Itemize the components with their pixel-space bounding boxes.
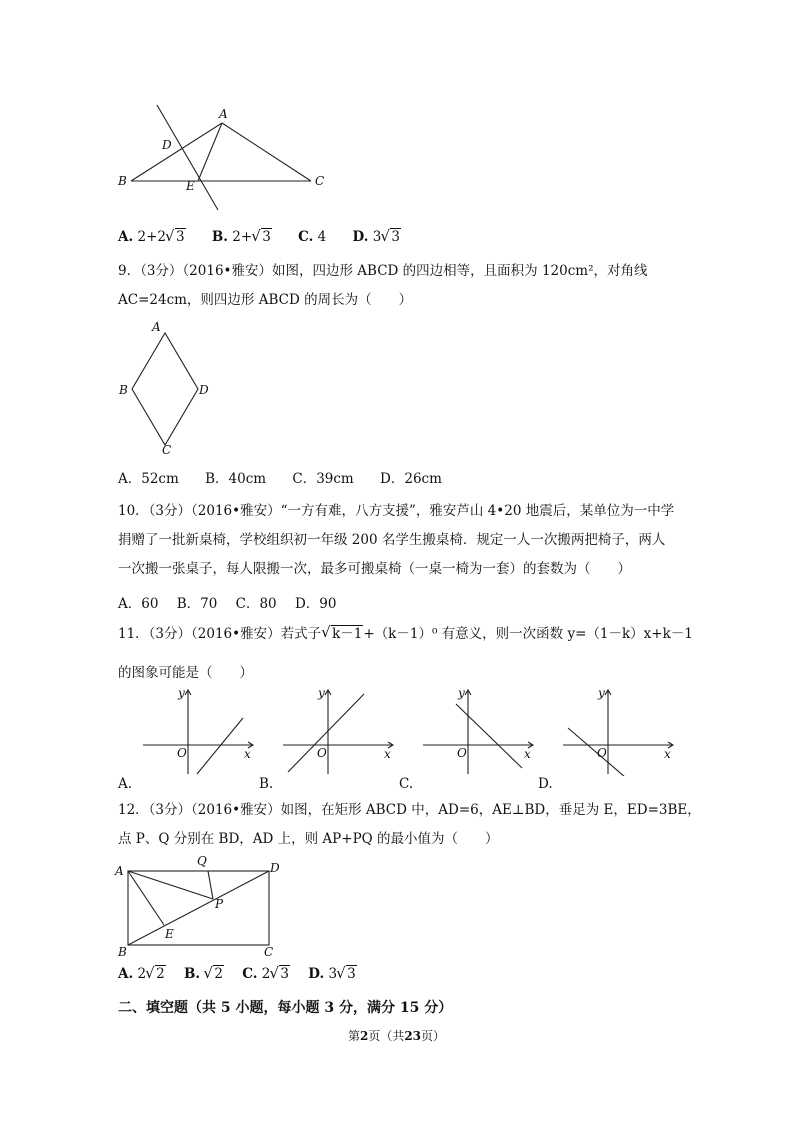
footer-page-number: 2 [359,1029,369,1043]
q8-option-c-letter: C. [298,229,314,245]
footer-pre: 第 [347,1029,360,1043]
q8-side-ac [222,123,311,181]
q12-option-d-value: 3 [328,966,338,982]
q11-graph-c-x-label: x [524,747,531,761]
q11-option-c[interactable]: C. [399,776,414,792]
q11-graph-a [140,684,260,776]
q8-option-a-radical: √ 3 [166,229,186,245]
q11-graph-d-origin: O [597,746,607,760]
q12-option-d[interactable] [308,966,356,982]
q9-text-line2: AC=24cm，则四边形 ABCD 的周长为（ ） [118,292,413,308]
q12-text-line1: 12．（3分）（2016•雅安）如图，在矩形 ABCD 中，AD=6，AE⊥BD，垂足为 E，ED=3BE， [118,802,701,818]
q9-option-a[interactable]: A．52cm [118,471,179,487]
q11-graph-a-x-label: x [244,747,251,761]
q8-option-b-value: 2+ [232,229,253,245]
q12-option-d-radical: √ 3 [337,966,357,982]
q9-option-d[interactable]: D．26cm [380,471,442,487]
q10-option-c[interactable]: C．80 [235,596,277,612]
q12-options [118,966,371,982]
q11-graph-b-x-label: x [384,747,391,761]
q11-graph-d [560,684,680,776]
q12-rectangle-figure [110,850,290,962]
q8-option-a-letter: A. [118,229,134,245]
q8-option-c[interactable] [298,229,326,245]
q12-segment-ae [128,871,164,925]
q10-text-line1: 10．（3分）（2016•雅安）“一方有难，八方支援”，雅安芦山 4•20 地震后，某单位为一中学 [118,503,675,519]
q12-label-a: A [115,864,124,878]
q11-graph-b [280,684,400,776]
q12-option-c-letter: C. [242,966,258,982]
q11-graph-d-y-label: y [598,686,605,700]
q9-text-line1: 9．（3分）（2016•雅安）如图，四边形 ABCD 的四边相等，且面积为 120cm²，对角线 [118,263,648,279]
q8-option-c-value: 4 [317,229,327,245]
q9-label-b: B [119,383,128,397]
q11-graph-d-x-label: x [664,747,671,761]
q12-option-a-radical: √ 2 [146,966,166,982]
q12-label-p: P [215,897,224,911]
q8-segment-ae [198,123,222,181]
footer-total-pages: 23 [404,1029,422,1043]
page-footer [0,1027,793,1044]
q12-label-d: D [270,861,280,875]
q11-graph-b-origin: O [317,746,327,760]
q12-label-b: B [118,945,127,959]
q8-perpendicular-bisector [157,105,218,210]
q8-option-d-value: 3 [372,229,382,245]
q8-option-d-letter: D. [352,229,369,245]
q9-option-c[interactable]: C．39cm [292,471,354,487]
q8-label-e: E [186,179,195,193]
q12-diagonal-bd [128,871,269,945]
q11-graph-b-line [288,694,364,772]
q8-option-b-radical: √ 3 [252,229,272,245]
q11-option-a[interactable]: A. [118,776,133,792]
q11-graph-b-y-label: y [318,686,325,700]
q12-text-line2: 点 P、Q 分别在 BD，AD 上，则 AP+PQ 的最小值为（ ） [118,831,499,847]
q12-option-c[interactable] [242,966,290,982]
q12-option-c-radical: √ 3 [270,966,290,982]
q12-segment-ap [128,871,213,899]
q11-option-b[interactable]: B. [259,776,274,792]
q10-option-a[interactable]: A．60 [118,596,159,612]
q8-option-d-radical: √ 3 [381,229,401,245]
q10-text-line3: 一次搬一张桌子，每人限搬一次，最多可搬桌椅（一桌一椅为一套）的套数为（ ） [118,561,631,577]
q12-option-b[interactable] [184,966,224,982]
q11-graph-c-y-label: y [458,686,465,700]
footer-mid: 页（共 [368,1029,405,1043]
q12-label-c: C [264,945,274,959]
q8-option-b[interactable] [212,229,272,245]
q9-rhombus-figure [110,318,220,458]
q11-graph-a-origin: O [177,746,187,760]
q12-option-a[interactable] [118,966,166,982]
q8-label-b: B [118,174,127,188]
q8-option-a-value: 2+2 [137,229,166,245]
q8-label-a: A [219,107,228,121]
q9-option-b[interactable]: B．40cm [205,471,267,487]
section-2-heading: 二、填空题（共 5 小题，每小题 3 分，满分 15 分） [118,1000,453,1016]
q10-text-line2: 捐赠了一批新桌椅，学校组织初一年级 200 名学生搬桌椅．规定一人一次搬两把椅子，两人 [118,532,666,548]
q9-label-a: A [152,320,161,334]
q10-options [118,592,350,612]
q11-text-post: +（k－1）⁰ 有意义，则一次函数 y=（1－k）x+k－1 [363,626,693,642]
q9-rhombus [132,333,198,445]
q11-graph-a-line [197,718,243,774]
footer-post: 页） [421,1029,446,1043]
q12-option-a-value: 2 [137,966,147,982]
q8-option-b-letter: B. [211,229,228,245]
q12-option-a-letter: A. [118,966,134,982]
q12-label-q: Q [197,854,207,868]
q9-label-c: C [162,443,172,457]
q12-segment-pq [208,871,213,899]
q8-options [118,229,423,245]
q11-graph-c [420,684,540,776]
q8-side-ba [131,123,222,181]
q11-graph-c-origin: O [457,746,467,760]
q10-option-d[interactable]: D．90 [294,596,337,612]
q12-option-b-letter: B. [183,966,201,982]
q11-radical: √ k－1 [322,625,363,643]
q11-text-line1 [118,625,693,643]
q11-option-d[interactable]: D. [538,776,553,792]
q12-option-d-letter: D. [308,966,325,982]
q8-option-a[interactable] [118,229,186,245]
q12-option-c-value: 2 [261,966,271,982]
q12-option-b-radical: √ 2 [204,966,224,982]
q9-label-d: D [199,383,209,397]
q8-label-d: D [162,138,172,152]
q8-label-c: C [315,174,325,188]
q11-text-pre: 11．（3分）（2016•雅安）若式子 [118,626,322,642]
q8-triangle-figure [110,98,340,216]
q10-option-b[interactable]: B．70 [176,596,218,612]
q11-text-line2: 的图象可能是（ ） [118,665,253,681]
q12-label-e: E [165,927,174,941]
q11-graph-a-y-label: y [178,686,185,700]
q8-option-d[interactable] [353,229,401,245]
q9-options [118,467,464,487]
